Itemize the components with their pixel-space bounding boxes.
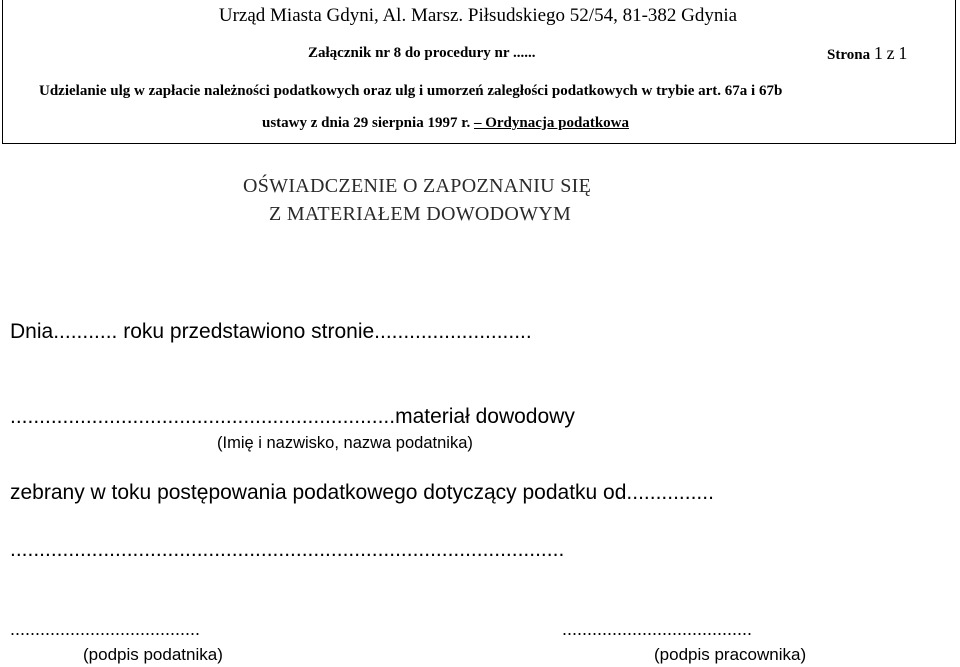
form-title-line2: Z MATERIAŁEM DOWODOWYM bbox=[269, 203, 572, 225]
subject-act-date: ustawy z dnia 29 sierpnia 1997 r. bbox=[262, 115, 471, 131]
procedure-subject-line2 bbox=[262, 115, 629, 132]
material-line: ..................................................................materiał dowodowy bbox=[10, 405, 575, 428]
form-title-line1: OŚWIADCZENIE O ZAPOZNANIU SIĘ bbox=[243, 175, 592, 197]
fill-in-dots-line: ............................................................................................... bbox=[10, 538, 565, 561]
page-number bbox=[827, 43, 907, 64]
page-label: Strona bbox=[827, 47, 871, 63]
tax-procedure-line: zebrany w toku postępowania podatkowego dotyczący podatku od............... bbox=[10, 481, 714, 504]
office-address: Urząd Miasta Gdyni, Al. Marsz. Piłsudskiego 52/54, 81-382 Gdynia bbox=[218, 5, 738, 26]
name-caption: (Imię i nazwisko, nazwa podatnika) bbox=[217, 434, 473, 452]
page-total: 1 bbox=[898, 43, 908, 63]
taxpayer-signature-line: ...................................... bbox=[10, 619, 201, 639]
employee-signature-line: ...................................... bbox=[562, 619, 753, 639]
page-current: 1 bbox=[873, 43, 883, 63]
date-line: Dnia........... roku przedstawiono stronie........................... bbox=[10, 320, 532, 343]
employee-signature-label: (podpis pracownika) bbox=[654, 645, 807, 664]
page-separator: z bbox=[886, 43, 895, 63]
attachment-label: Załącznik nr 8 do procedury nr ...... bbox=[308, 45, 536, 61]
procedure-subject-line1: Udzielanie ulg w zapłacie należności podatkowych oraz ulg i umorzeń zaległości podatkowych w trybie art. 67a i 67b bbox=[39, 83, 783, 99]
taxpayer-signature-label: (podpis podatnika) bbox=[83, 645, 223, 664]
subject-act-name: – Ordynacja podatkowa bbox=[473, 115, 630, 131]
